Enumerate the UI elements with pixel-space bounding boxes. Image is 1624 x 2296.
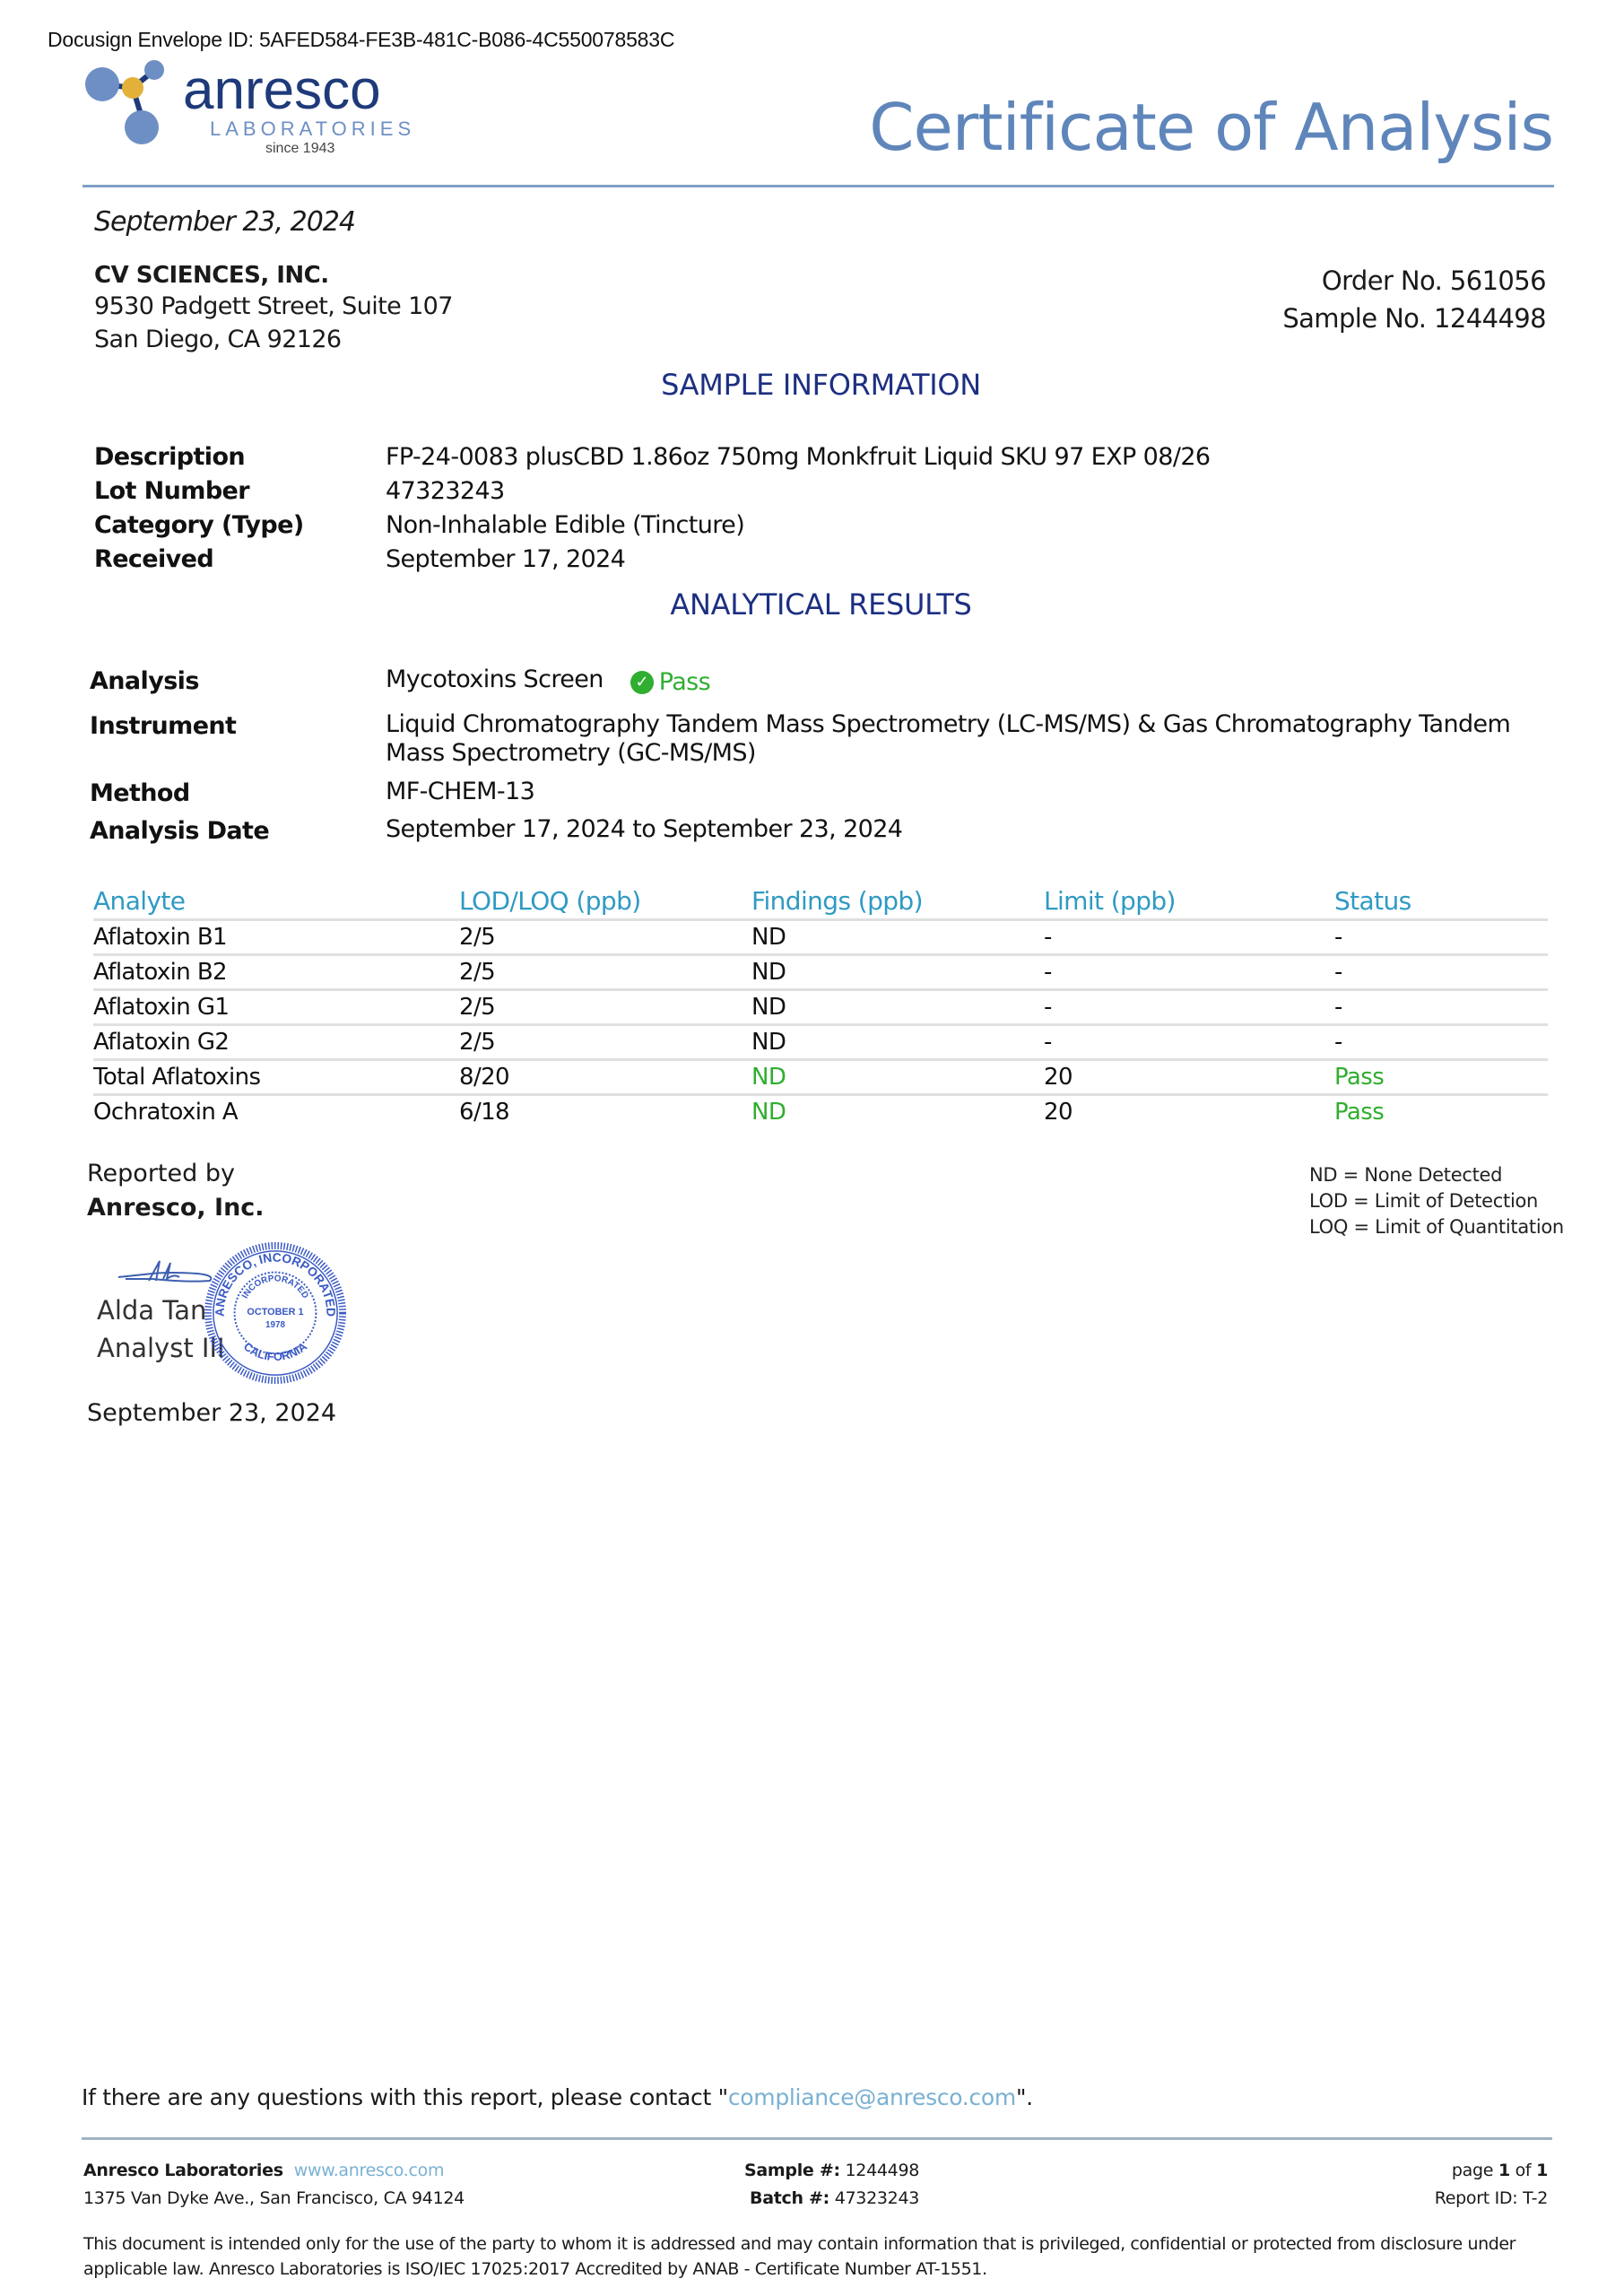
footer-sample-label: Sample #: bbox=[744, 2161, 840, 2180]
cell-status: Pass bbox=[1334, 1099, 1385, 1126]
analyst-name: Alda Tan bbox=[97, 1295, 207, 1326]
svg-text:CALIFORNIA bbox=[241, 1340, 309, 1364]
analysis-date-value: September 17, 2024 to September 23, 2024 bbox=[386, 815, 903, 843]
instrument-row bbox=[90, 710, 1569, 768]
analysis-label: Analysis bbox=[90, 667, 199, 695]
check-circle-icon: ✓ bbox=[630, 671, 654, 694]
results-table bbox=[93, 883, 1548, 1129]
analytical-results-heading: ANALYTICAL RESULTS bbox=[670, 587, 972, 622]
footer-disclaimer: This document is intended only for the use of the party to whom it is addressed and may contain information that is privileged, confidential or protected from disclosure under applicable law. Anresco Laboratories is ISO/IEC 17025:2017 Accredited by ANAB - Certificate Number AT-1551. bbox=[83, 2234, 1516, 2279]
footer-address: 1375 Van Dyke Ave., San Francisco, CA 94124 bbox=[83, 2188, 465, 2208]
cell-lod-loq: 6/18 bbox=[459, 1099, 509, 1126]
cell-status: - bbox=[1334, 919, 1548, 954]
reported-by-label: Reported by bbox=[87, 1160, 235, 1187]
footer-lab-info bbox=[83, 2157, 465, 2213]
legend-item: ND = None Detected bbox=[1309, 1164, 1503, 1186]
cell-limit: - bbox=[1044, 1024, 1334, 1059]
cell-findings: ND bbox=[751, 1099, 786, 1126]
cell-analyte: Aflatoxin G2 bbox=[93, 1024, 459, 1059]
cell-analyte: Ochratoxin A bbox=[93, 1099, 239, 1126]
contact-suffix: ". bbox=[1015, 2084, 1033, 2110]
page-total: 1 bbox=[1536, 2161, 1548, 2180]
logo-subtitle: LABORATORIES bbox=[210, 117, 416, 140]
compliance-email-link[interactable]: compliance@anresco.com bbox=[727, 2084, 1016, 2110]
svg-text:INCORPORATED bbox=[240, 1274, 310, 1300]
contact-note bbox=[82, 2084, 1033, 2110]
reported-by-block bbox=[87, 1157, 265, 1225]
column-header-analyte: Analyte bbox=[93, 883, 459, 919]
legend-item: LOQ = Limit of Quantitation bbox=[1309, 1216, 1564, 1238]
instrument-label: Instrument bbox=[90, 712, 237, 740]
table-row bbox=[93, 1024, 1548, 1059]
cell-findings: ND bbox=[751, 954, 1044, 989]
signature-date: September 23, 2024 bbox=[87, 1399, 337, 1427]
analysis-row bbox=[90, 665, 1569, 697]
report-date: September 23, 2024 bbox=[94, 206, 355, 238]
column-header-limit: Limit (ppb) bbox=[1044, 883, 1334, 919]
sample-info-value: Non-Inhalable Edible (Tincture) bbox=[386, 510, 745, 539]
legend-item: LOD = Limit of Detection bbox=[1309, 1190, 1539, 1212]
analysis-date-row bbox=[90, 815, 1569, 845]
results-header-row bbox=[93, 883, 1548, 919]
table-row bbox=[93, 1059, 1548, 1094]
method-value: MF-CHEM-13 bbox=[386, 778, 535, 805]
cell-limit: - bbox=[1044, 954, 1334, 989]
cell-analyte: Total Aflatoxins bbox=[93, 1059, 459, 1094]
order-number: Order No. 561056 bbox=[1321, 265, 1546, 296]
table-row bbox=[93, 1094, 1548, 1129]
cell-limit: - bbox=[1044, 989, 1334, 1024]
cell-lod-loq: 2/5 bbox=[459, 954, 751, 989]
docusign-envelope-id: Docusign Envelope ID: 5AFED584-FE3B-481C-B086-4C550078583C bbox=[48, 28, 675, 51]
analysis-date-label: Analysis Date bbox=[90, 817, 270, 845]
sample-info-label: Description bbox=[94, 442, 246, 471]
sample-information-heading: SAMPLE INFORMATION bbox=[661, 368, 981, 402]
cell-lod-loq: 2/5 bbox=[459, 919, 751, 954]
column-header-findings: Findings (ppb) bbox=[751, 883, 1044, 919]
cell-analyte: Aflatoxin B1 bbox=[93, 919, 459, 954]
method-row bbox=[90, 778, 1569, 807]
seal-year: 1978 bbox=[265, 1319, 285, 1330]
page-title: Certificate of Analysis bbox=[869, 90, 1553, 165]
cell-limit: 20 bbox=[1044, 1059, 1334, 1094]
table-row bbox=[93, 989, 1548, 1024]
page-prefix: page bbox=[1451, 2161, 1494, 2180]
footer-divider bbox=[82, 2137, 1552, 2140]
sample-info-row bbox=[94, 474, 1574, 508]
table-row bbox=[93, 954, 1548, 989]
cell-limit: 20 bbox=[1044, 1099, 1073, 1126]
logo-wordmark: anresco bbox=[183, 59, 381, 121]
footer-page-info bbox=[1435, 2157, 1548, 2213]
cell-status: - bbox=[1334, 1024, 1548, 1059]
analysis-value: Mycotoxins Screen bbox=[386, 665, 604, 693]
footer-sample-info bbox=[744, 2157, 919, 2213]
method-label: Method bbox=[90, 779, 190, 807]
footer-batch-label: Batch #: bbox=[750, 2188, 829, 2208]
sample-info-label: Category (Type) bbox=[94, 510, 304, 539]
footer-lab-name: Anresco Laboratories bbox=[83, 2161, 283, 2180]
anresco-logo bbox=[86, 59, 427, 158]
sample-info-row bbox=[94, 439, 1574, 474]
page-current: 1 bbox=[1498, 2161, 1510, 2180]
page-of: of bbox=[1515, 2161, 1532, 2180]
seal-inner-text: INCORPORATED bbox=[239, 1274, 310, 1300]
sample-number: Sample No. 1244498 bbox=[1282, 303, 1546, 334]
logo-since: since 1943 bbox=[265, 141, 335, 156]
sample-information-list bbox=[94, 439, 1574, 576]
cell-findings: ND bbox=[751, 919, 1044, 954]
cell-lod-loq: 8/20 bbox=[459, 1059, 751, 1094]
cell-lod-loq: 2/5 bbox=[459, 1024, 751, 1059]
column-header-status: Status bbox=[1334, 883, 1548, 919]
analyst-title: Analyst III bbox=[97, 1333, 225, 1363]
seal-top-text: ANRESCO, INCORPORATED bbox=[212, 1249, 339, 1318]
seal-bottom-text: CALIFORNIA bbox=[240, 1339, 310, 1364]
client-name: CV SCIENCES, INC. bbox=[94, 262, 329, 289]
sample-info-value: FP-24-0083 plusCBD 1.86oz 750mg Monkfruit Liquid SKU 97 EXP 08/26 bbox=[386, 442, 1211, 471]
footer-website-link[interactable]: www.anresco.com bbox=[293, 2161, 445, 2180]
cell-findings: ND bbox=[751, 1024, 1044, 1059]
molecule-icon bbox=[83, 57, 181, 156]
report-id: Report ID: T-2 bbox=[1434, 2188, 1548, 2208]
cell-limit: - bbox=[1044, 919, 1334, 954]
analysis-status: Pass bbox=[658, 668, 711, 696]
cell-status: - bbox=[1334, 989, 1548, 1024]
abbreviation-legend bbox=[1309, 1162, 1564, 1240]
cell-analyte: Aflatoxin G1 bbox=[93, 989, 459, 1024]
cell-lod-loq: 2/5 bbox=[459, 989, 751, 1024]
cell-analyte: Aflatoxin B2 bbox=[93, 954, 459, 989]
sample-info-row bbox=[94, 508, 1574, 542]
sample-info-value: September 17, 2024 bbox=[386, 544, 626, 573]
table-row bbox=[93, 919, 1548, 954]
header-divider bbox=[83, 185, 1554, 187]
reporting-company: Anresco, Inc. bbox=[87, 1194, 265, 1222]
sample-info-label: Received bbox=[94, 544, 214, 573]
sample-info-row bbox=[94, 542, 1574, 576]
client-address-line2: San Diego, CA 92126 bbox=[94, 326, 342, 353]
cell-findings: ND bbox=[751, 989, 1044, 1024]
order-info bbox=[1282, 262, 1546, 337]
cell-findings: ND bbox=[751, 1059, 1044, 1094]
footer-batch-value: 47323243 bbox=[834, 2188, 920, 2208]
instrument-value: Liquid Chromatography Tandem Mass Spectrometry (LC-MS/MS) & Gas Chromatography Tandem Mass Spectrometry (GC-MS/MS) bbox=[386, 710, 1511, 767]
analysis-status-badge bbox=[630, 668, 710, 697]
cell-status: - bbox=[1334, 954, 1548, 989]
sample-info-label: Lot Number bbox=[94, 476, 249, 505]
corporate-seal-icon bbox=[204, 1242, 346, 1384]
seal-date: OCTOBER 1 bbox=[247, 1306, 304, 1318]
contact-prefix: If there are any questions with this report, please contact " bbox=[82, 2084, 728, 2110]
client-address-line1: 9530 Padgett Street, Suite 107 bbox=[94, 292, 453, 320]
cell-status: Pass bbox=[1334, 1059, 1548, 1094]
column-header-lod-loq: LOD/LOQ (ppb) bbox=[459, 883, 751, 919]
footer-sample-value: 1244498 bbox=[845, 2161, 920, 2180]
sample-info-value: 47323243 bbox=[386, 476, 505, 505]
